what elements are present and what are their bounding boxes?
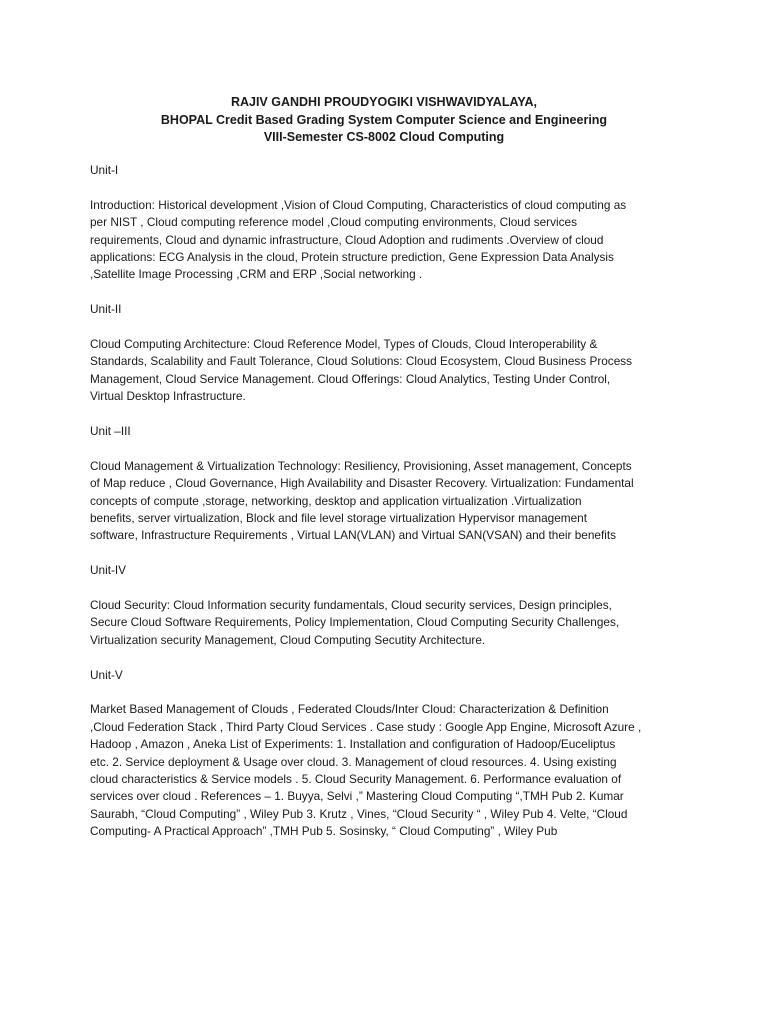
unit-3-title: Unit –III: [90, 424, 131, 439]
unit-5-line: ,Cloud Federation Stack , Third Party Cloud Services . Case study : Google App Engine, Microsoft Azure ,: [90, 719, 642, 734]
university-name: RAJIV GANDHI PROUDYOGIKI VISHWAVIDYALAYA,: [230, 95, 538, 109]
unit-2-line: Management, Cloud Service Management. Cloud Offerings: Cloud Analytics, Testing Under Control,: [90, 371, 611, 386]
unit-1-title: Unit-I: [90, 163, 119, 177]
unit-5-line: etc. 2. Service deployment & Usage over cloud. 3. Management of cloud resources. 4. Using existing: [90, 754, 617, 769]
unit-5-line: Market Based Management of Clouds , Federated Clouds/Inter Cloud: Characterization & Definition: [90, 702, 609, 717]
unit-2-title: Unit-II: [90, 302, 122, 317]
unit-4-line: Cloud Security: Cloud Information security fundamentals, Cloud security services, Design principles,: [90, 598, 612, 613]
unit-1-body: [90, 197, 680, 284]
unit-4-title: Unit-IV: [90, 563, 127, 578]
document-header: [0, 94, 768, 147]
unit-1-line: Introduction: Historical development ,Vision of Cloud Computing, Characteristics of cloud computing as: [90, 197, 627, 212]
unit-5-line: Hadoop , Amazon , Aneka List of Experiments: 1. Installation and configuration of Hadoop/Euceliptus: [90, 737, 616, 752]
unit-5-body: [90, 701, 680, 840]
course-title: VIII-Semester CS-8002 Cloud Computing: [263, 130, 505, 144]
unit-1-line: ,Satellite Image Processing ,CRM and ERP ,Social networking .: [90, 267, 423, 282]
unit-3-line: Cloud Management & Virtualization Technology: Resiliency, Provisioning, Asset management, Concepts: [90, 458, 632, 473]
unit-3-line: benefits, server virtualization, Block and file level storage virtualization Hypervisor management: [90, 511, 588, 526]
unit-4-body: [90, 597, 680, 649]
unit-2-line: Standards, Scalability and Fault Tolerance, Cloud Solutions: Cloud Ecosystem, Cloud Business Process: [90, 354, 633, 369]
unit-2-body: [90, 336, 680, 406]
unit-5-line: Saurabh, “Cloud Computing” , Wiley Pub 3. Krutz , Vines, “Cloud Security “ , Wiley Pub 4. Velte, “Cloud: [90, 806, 628, 821]
unit-4-line: Virtualization security Management, Cloud Computing Secutity Architecture.: [90, 632, 486, 647]
unit-2-line: Cloud Computing Architecture: Cloud Reference Model, Types of Clouds, Cloud Interoperability &: [90, 337, 598, 352]
unit-3-body: [90, 458, 680, 545]
unit-2-line: Virtual Desktop Infrastructure.: [90, 389, 246, 404]
unit-3-line: concepts of compute ,storage, networking, desktop and application virtualization .Virtualization: [90, 493, 582, 508]
unit-3-line: software, Infrastructure Requirements , Virtual LAN(VLAN) and Virtual SAN(VSAN) and their benefits: [90, 528, 617, 543]
unit-3-line: of Map reduce , Cloud Governance, High Availability and Disaster Recovery. Virtualization: Fundamental: [90, 476, 634, 491]
unit-5-line: Computing- A Practical Approach” ,TMH Pub 5. Sosinsky, “ Cloud Computing” , Wiley Pub: [90, 824, 558, 839]
grading-system-line: BHOPAL Credit Based Grading System Computer Science and Engineering: [160, 112, 608, 127]
unit-5-line: services over cloud . References – 1. Buyya, Selvi ,” Mastering Cloud Computing “,TMH Pub 2. Kumar: [90, 789, 624, 804]
unit-5-title: Unit-V: [90, 667, 123, 682]
unit-4-line: Secure Cloud Software Requirements, Policy Implementation, Cloud Computing Security Challenges,: [90, 615, 620, 630]
syllabus-content: [90, 162, 680, 858]
unit-5-line: cloud characteristics & Service models . 5. Cloud Security Management. 6. Performance evaluation of: [90, 772, 622, 787]
unit-1-line: per NIST , Cloud computing reference model ,Cloud computing environments, Cloud services: [90, 215, 577, 230]
unit-1-line: applications: ECG Analysis in the cloud, Protein structure prediction, Gene Expression Data Analysis: [90, 250, 614, 265]
unit-1-line: requirements, Cloud and dynamic infrastructure, Cloud Adoption and rudiments .Overview of cloud: [90, 232, 604, 247]
